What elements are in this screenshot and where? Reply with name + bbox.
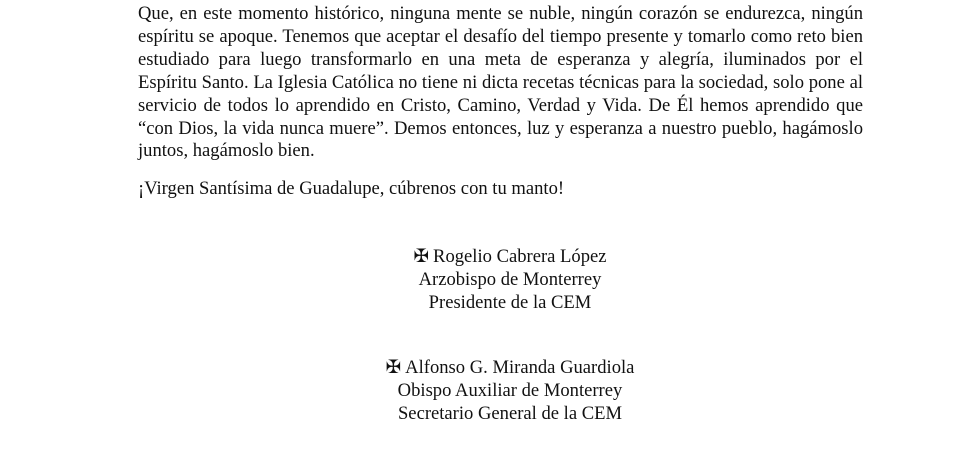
signer-name-line — [300, 246, 720, 269]
signer-name: Rogelio Cabrera López — [433, 246, 607, 267]
signer-title: Obispo Auxiliar de Monterrey — [397, 379, 623, 401]
signer-title: Arzobispo de Monterrey — [418, 268, 602, 290]
signer-role: Secretario General de la CEM — [397, 402, 623, 424]
closing-line: ¡Virgen Santísima de Guadalupe, cúbrenos con tu manto! — [138, 178, 565, 199]
maltese-cross-icon: ✠ — [413, 246, 430, 267]
signature-block — [300, 357, 720, 426]
signature-block — [300, 246, 720, 315]
maltese-cross-icon: ✠ — [385, 357, 402, 378]
body-paragraph: Que, en este momento histórico, ninguna mente se nuble, ningún corazón se endurezca, ningún espíritu se apoque. Tenemos que aceptar el desafío del tiempo presente y tomarlo como reto bien estudiado para luego transformarlo en una meta de esperanza y alegría, iluminados por el Espíritu Santo. La Iglesia Católica no tiene ni dicta recetas técnicas para la sociedad, solo pone al servicio de todos lo aprendido en Cristo, Camino, Verdad y Vida. De Él hemos aprendido que “con Dios, la vida nunca muere”. Demos entonces, luz y esperanza a nuestro pueblo, hagámoslo juntos, hagámoslo bien. — [138, 3, 863, 162]
signer-name-line — [300, 357, 720, 380]
signer-role: Presidente de la CEM — [428, 291, 592, 313]
signer-name: Alfonso G. Miranda Guardiola — [405, 357, 635, 378]
